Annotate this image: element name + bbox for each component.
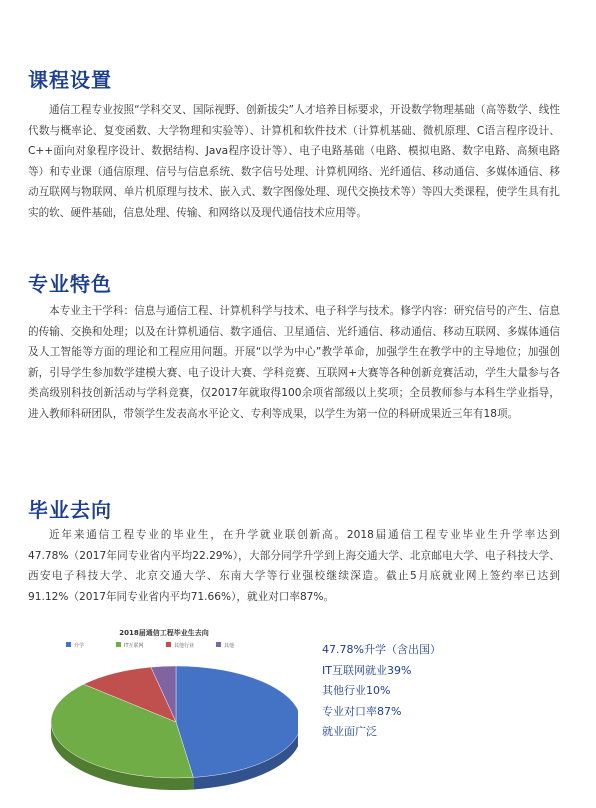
legend-label-2: 其他行业	[174, 643, 195, 649]
stat-further-study: 47.78%升学（含出国）	[322, 643, 441, 656]
legend-swatch-2	[166, 642, 171, 647]
curriculum-paragraph: 通信工程专业按照“学科交叉、国际视野、创新拔尖”人才培养目标要求，开设数学物理基础（高等数学、线性代数与概率论、复变函数、大学物理和实验等）、计算机和软件技术（计算机基础、微机原理、C语言程序设计、C++面向对象程序设计、数据结构、Java程序设计等）、电子电路基础（电路、模拟电路、数字电路、高频电路等）和专业课（通信原理、信号与信息系统、数字信号处理、计算机网络、光纤通信、移动通信、多媒体通信、移动互联网与物联网、单片机原理与技术、嵌入式、数字图像处理、现代交换技术等）等四大类课程，使学生具有扎实的软、硬件基础，信息处理、传输、和网络以及现代通信技术应用等。	[28, 104, 560, 219]
legend-label-1: IT互联网	[124, 643, 144, 649]
graduate-destination-chart	[36, 622, 298, 792]
careers-paragraph: 近年来通信工程专业的毕业生，在升学就业联创新高。2018届通信工程专业毕业生升学率达到47.78%（2017年同专业省内平均22.29%），大部分同学升学到上海交通大学、北京邮电大学、电子科技大学、西安电子科技大学、北京交通大学、东南大学等行业强校继续深造。截止5月底就业网上签约率已达到91.12%（2017年同专业省内平均71.66%），就业对口率87%。	[28, 529, 560, 603]
stat-other-industries: 其他行业10%	[322, 684, 391, 697]
legend-swatch-0	[66, 642, 71, 647]
section-title-careers: 毕业去向	[28, 498, 112, 522]
features-paragraph: 本专业主干学科：信息与通信工程、计算机科学与技术、电子科学与技术。修学内容：研究信号的产生、信息的传输、交换和处理；以及在计算机通信、数字通信、卫星通信、光纤通信、移动通信、移动互联网、多媒体通信及人工智能等方面的理论和工程应用问题。开展“以学为中心”教学革命，加强学生在教学中的主导地位；加强创新，引导学生参加数学建模大赛、电子设计大赛、学科竞赛、互联网+大赛等各种创新竞赛活动，学生大量参与各类高级别科技创新活动与学科竞赛，仅2017年就取得100余项省部级以上奖项；全员教师参与本科生学业指导，进入教师科研团队，带领学生发表高水平论文、专利等成果，以学生为第一位的科研成果近三年有18项。	[28, 305, 560, 420]
chart-legend	[66, 642, 234, 649]
stat-it-internet: IT互联网就业39%	[322, 663, 412, 677]
stat-major-match-rate: 专业对口率87%	[322, 704, 402, 718]
legend-swatch-3	[216, 642, 221, 647]
section-title-curriculum: 课程设置	[28, 68, 112, 92]
pie-chart-svg	[36, 622, 298, 792]
pie-slices	[51, 666, 298, 790]
legend-swatch-1	[116, 642, 121, 647]
legend-label-0: 升学	[74, 643, 85, 649]
chart-title: 2018届通信工程毕业生去向	[119, 629, 209, 637]
stat-broad-employment: 就业面广泛	[322, 725, 377, 738]
destination-stats-list	[322, 640, 441, 743]
section-title-features: 专业特色	[28, 272, 112, 296]
legend-label-3: 其他	[224, 643, 235, 649]
